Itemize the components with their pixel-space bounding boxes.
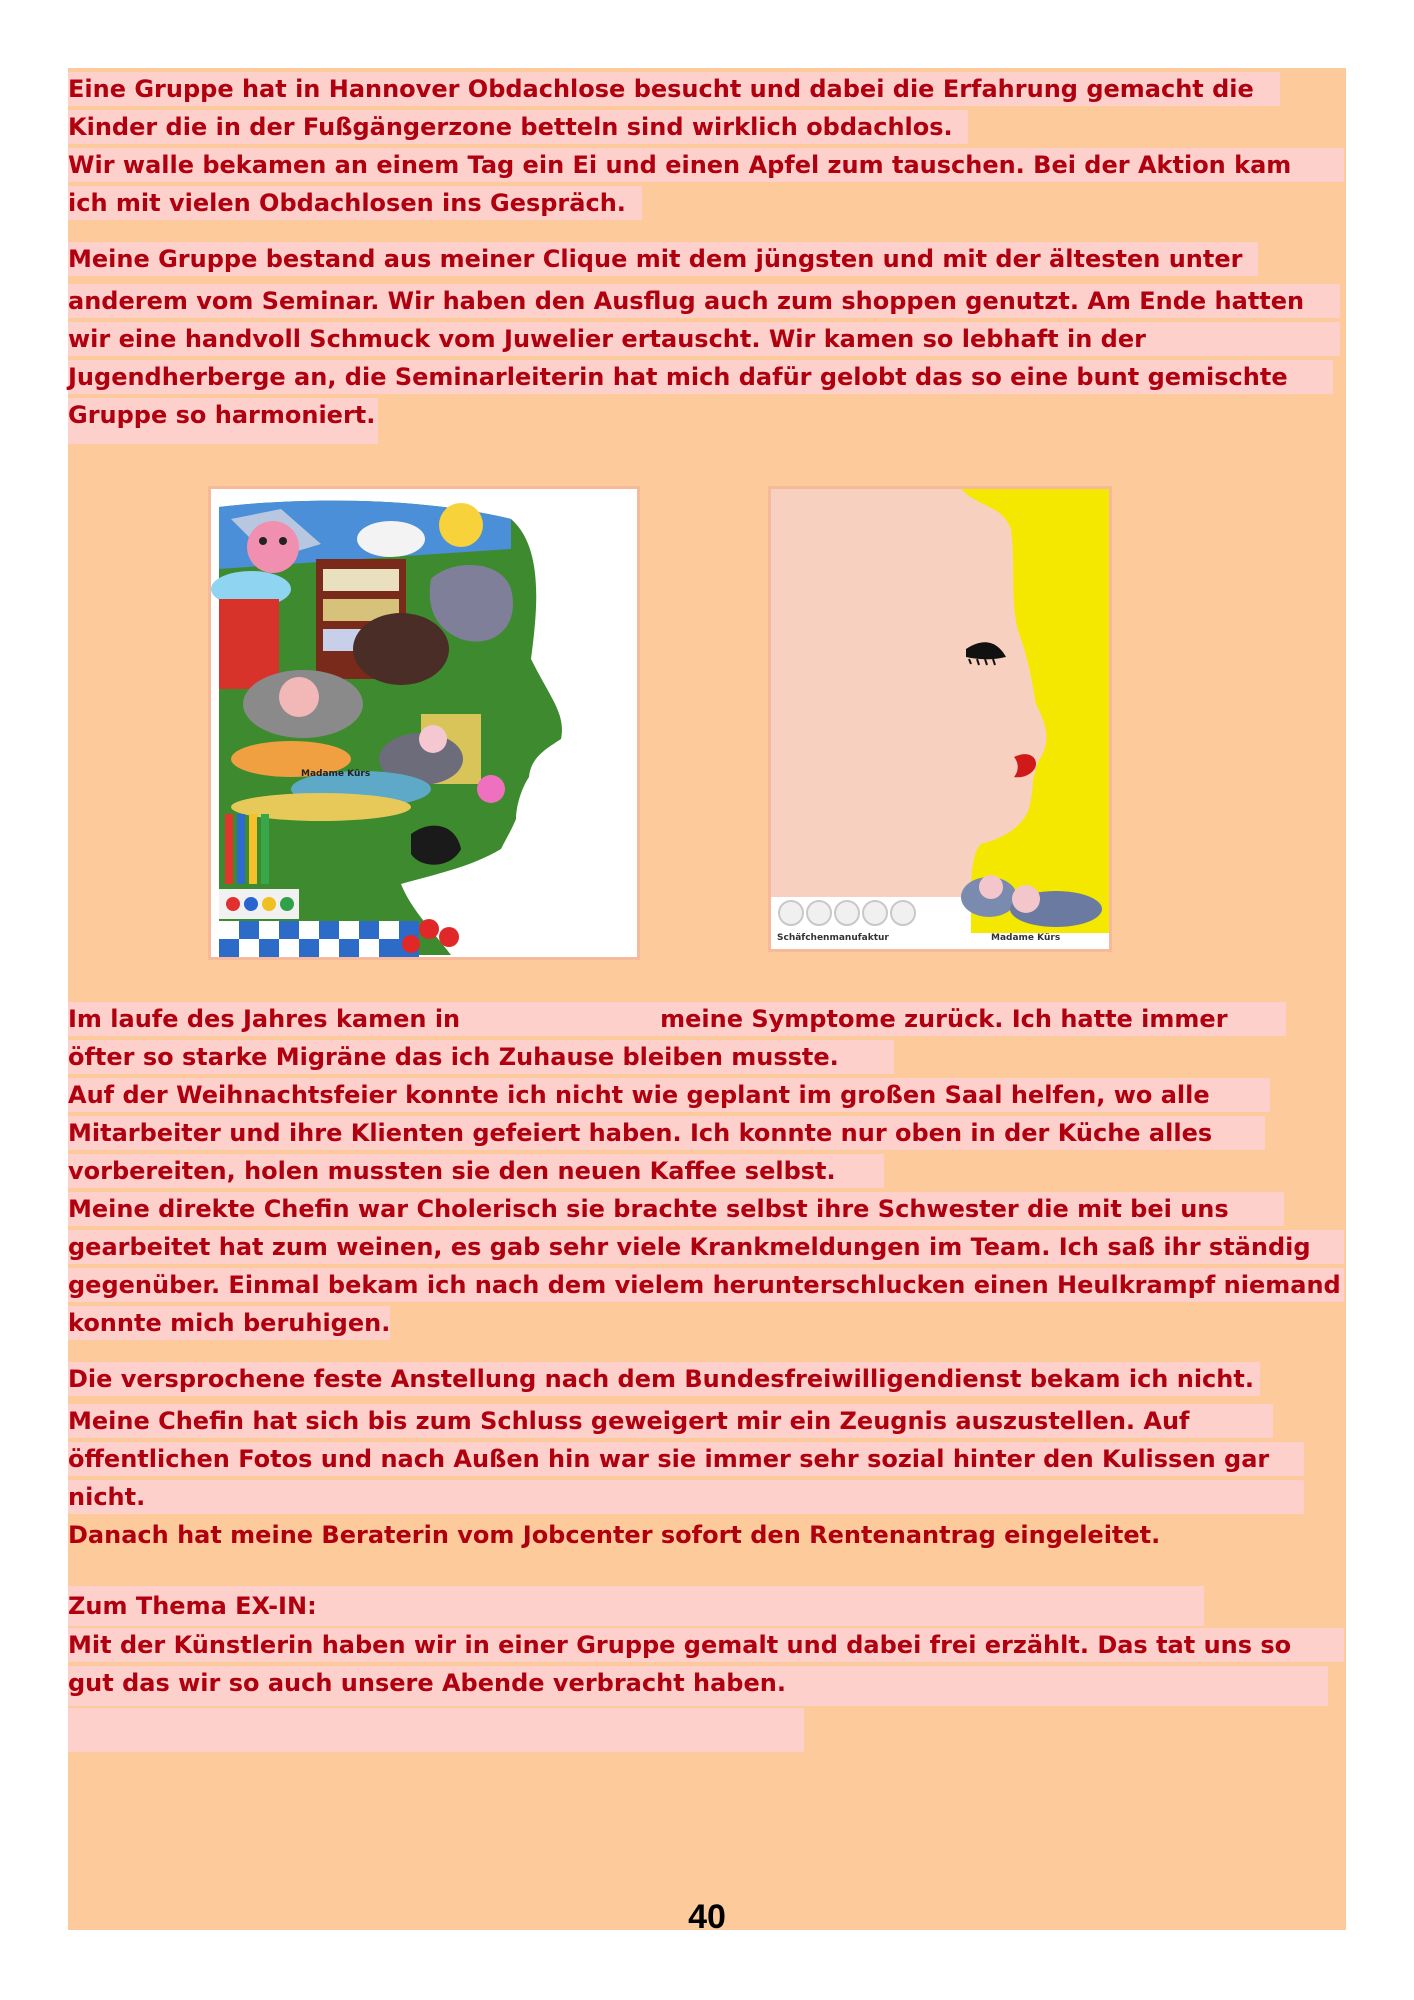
text-line: Im laufe des Jahres kamen in meine Symptome zurück. Ich hatte immer	[68, 1002, 1286, 1036]
text-line: wir eine handvoll Schmuck vom Juwelier ertauscht. Wir kamen so lebhaft in der	[68, 322, 1340, 356]
text-line: Mit der Künstlerin haben wir in einer Gruppe gemalt und dabei frei erzählt. Das tat uns so	[68, 1628, 1344, 1662]
text-line: gearbeitet hat zum weinen, es gab sehr viele Krankmeldungen im Team. Ich saß ihr ständig	[68, 1230, 1344, 1264]
artwork-signature: Schäfchenmanufaktur	[777, 933, 889, 943]
document-page	[68, 68, 1346, 1936]
text-line: vorbereiten, holen mussten sie den neuen Kaffee selbst.	[68, 1154, 884, 1188]
empty-highlight	[68, 1708, 804, 1752]
text-line: ich mit vielen Obdachlosen ins Gespräch.	[68, 186, 642, 220]
text-line: Eine Gruppe hat in Hannover Obdachlose besucht und dabei die Erfahrung gemacht die	[68, 72, 1280, 106]
text-line: konnte mich beruhigen.	[68, 1306, 390, 1340]
page-number: 40	[688, 1898, 726, 1936]
text-line: Meine direkte Chefin war Cholerisch sie brachte selbst ihre Schwester die mit bei uns	[68, 1192, 1284, 1226]
text-line: gegenüber. Einmal bekam ich nach dem vielem herunterschlucken einen Heulkrampf niemand	[68, 1268, 1344, 1302]
text-line: Auf der Weihnachtsfeier konnte ich nicht wie geplant im großen Saal helfen, wo alle	[68, 1078, 1270, 1112]
text-line: Wir walle bekamen an einem Tag ein Ei und einen Apfel zum tauschen. Bei der Aktion kam	[68, 148, 1344, 182]
text-line: gut das wir so auch unsere Abende verbracht haben.	[68, 1666, 1328, 1706]
text-line: Danach hat meine Beraterin vom Jobcenter sofort den Rentenantrag eingeleitet.	[68, 1521, 1161, 1549]
artwork-pink-profile	[768, 486, 1112, 952]
text-line: anderem vom Seminar. Wir haben den Ausflug auch zum shoppen genutzt. Am Ende hatten	[68, 284, 1340, 318]
text-line: Zum Thema EX-IN:	[68, 1586, 1204, 1626]
text-line: nicht.	[68, 1480, 1304, 1514]
text-line: Jugendherberge an, die Seminarleiterin hat mich dafür gelobt das so eine bunt gemischte	[68, 360, 1333, 394]
text-line: öfter so starke Migräne das ich Zuhause bleiben musste.	[68, 1040, 894, 1074]
text-line: öffentlichen Fotos und nach Außen hin war sie immer sehr sozial hinter den Kulissen gar	[68, 1442, 1304, 1476]
artwork-signature: Madame Kürs	[301, 769, 371, 779]
artwork-collage-head	[208, 486, 640, 960]
artwork-signature: Madame Kürs	[991, 933, 1061, 943]
text-line: Mitarbeiter und ihre Klienten gefeiert haben. Ich konnte nur oben in der Küche alles	[68, 1116, 1265, 1150]
text-line: Die versprochene feste Anstellung nach dem Bundesfreiwilligendienst bekam ich nicht.	[68, 1362, 1260, 1396]
text-line: Kinder die in der Fußgängerzone betteln sind wirklich obdachlos.	[68, 110, 968, 144]
text-line: Meine Gruppe bestand aus meiner Clique mit dem jüngsten und mit der ältesten unter	[68, 242, 1258, 276]
text-line: Meine Chefin hat sich bis zum Schluss geweigert mir ein Zeugnis auszustellen. Auf	[68, 1404, 1273, 1438]
text-line: Gruppe so harmoniert.	[68, 398, 378, 444]
